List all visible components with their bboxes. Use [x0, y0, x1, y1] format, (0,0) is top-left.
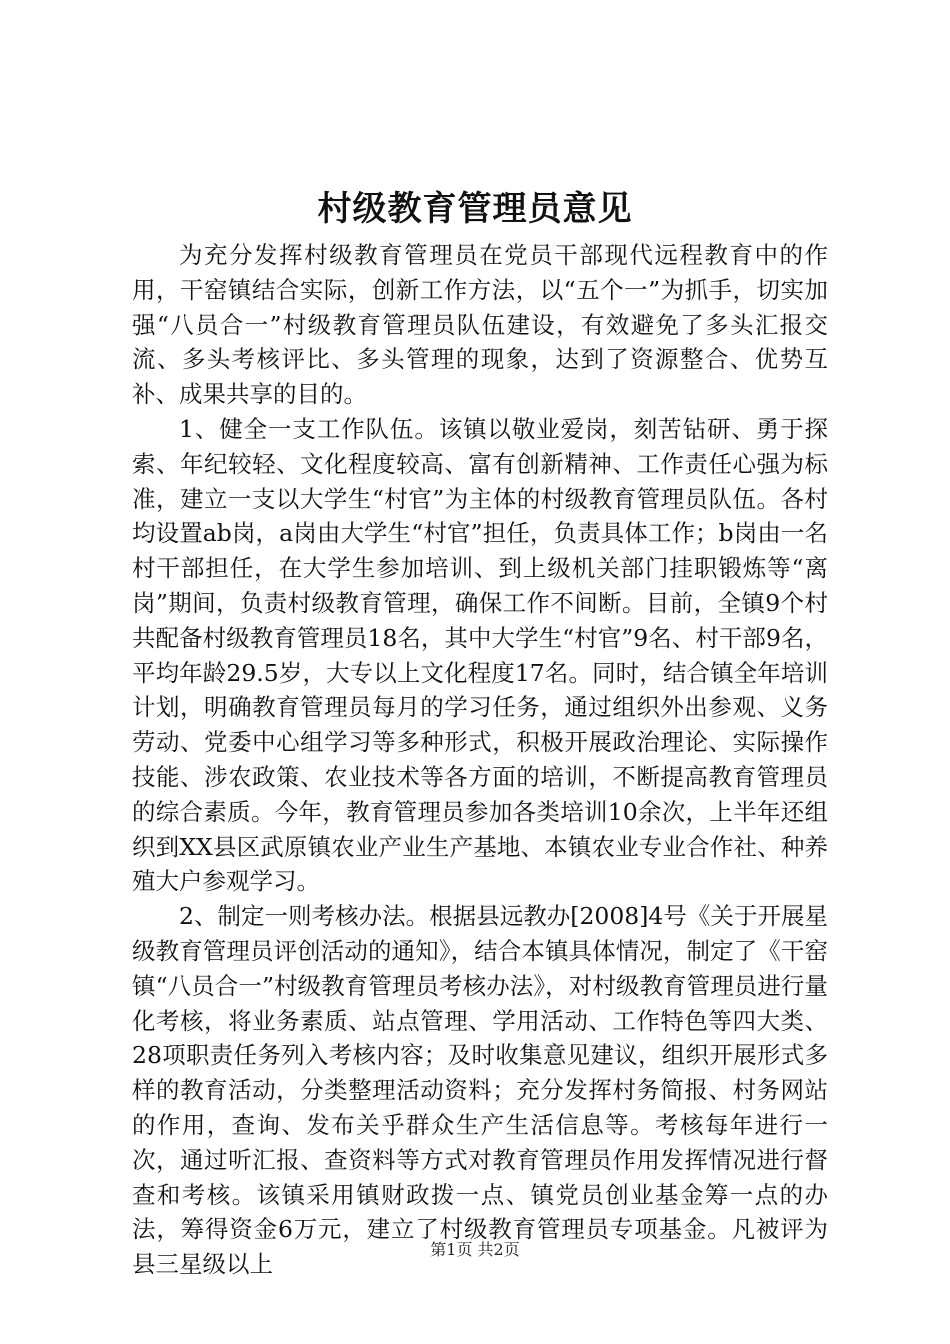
document-title: 村级教育管理员意见 — [317, 189, 633, 229]
paragraph-section-1: 1、健全一支工作队伍。该镇以敬业爱岗，刻苦钻研、勇于探索、年纪较轻、文化程度较高、富有创新精神、工作责任心强为标准，建立一支以大学生“村官”为主体的村级教育管理员队伍。各村均设置ab岗，a岗由大学生“村官”担任，负责具体工作；b岗由一名村干部担任，在大学生参加培训、到上级机关部门挂职锻炼等“离岗”期间，负责村级教育管理，确保工作不间断。目前，全镇9个村共配备村级教育管理员18名，其中大学生“村官”9名、村干部9名，平均年龄29.5岁，大专以上文化程度17名。同时，结合镇全年培训计划，明确教育管理员每月的学习任务，通过组织外出参观、义务劳动、党委中心组学习等多种形式，积极开展政治理论、实际操作技能、涉农政策、农业技术等各方面的培训，不断提高教育管理员的综合素质。今年，教育管理员参加各类培训10余次，上半年还组织到XX县区武原镇农业产业生产基地、本镇农业专业合作社、种养殖大户参观学习。 — [132, 414, 828, 896]
document-body — [132, 238, 828, 1282]
page-footer: 第1页 共2页 — [430, 1240, 520, 1259]
paragraph-intro: 为充分发挥村级教育管理员在党员干部现代远程教育中的作用，干窑镇结合实际，创新工作方法，以“五个一”为抓手，切实加强“八员合一”村级教育管理员队伍建设，有效避免了多头汇报交流、多头考核评比、多头管理的现象，达到了资源整合、优势互补、成果共享的目的。 — [132, 241, 828, 409]
paragraph-section-2: 2、制定一则考核办法。根据县远教办[2008]4号《关于开展星级教育管理员评创活动的通知》，结合本镇具体情况，制定了《干窑镇“八员合一”村级教育管理员考核办法》，对村级教育管理员进行量化考核，将业务素质、站点管理、学用活动、工作特色等四大类、28项职责任务列入考核内容；及时收集意见建议，组织开展形式多样的教育活动，分类整理活动资料；充分发挥村务简报、村务网站的作用，查询、发布关乎群众生产生活信息等。考核每年进行一次，通过听汇报、查资料等方式对教育管理员作用发挥情况进行督查和考核。该镇采用镇财政拨一点、镇党员创业基金筹一点的办法，筹得资金6万元，建立了村级教育管理员专项基金。凡被评为县三星级以上 — [132, 902, 828, 1279]
